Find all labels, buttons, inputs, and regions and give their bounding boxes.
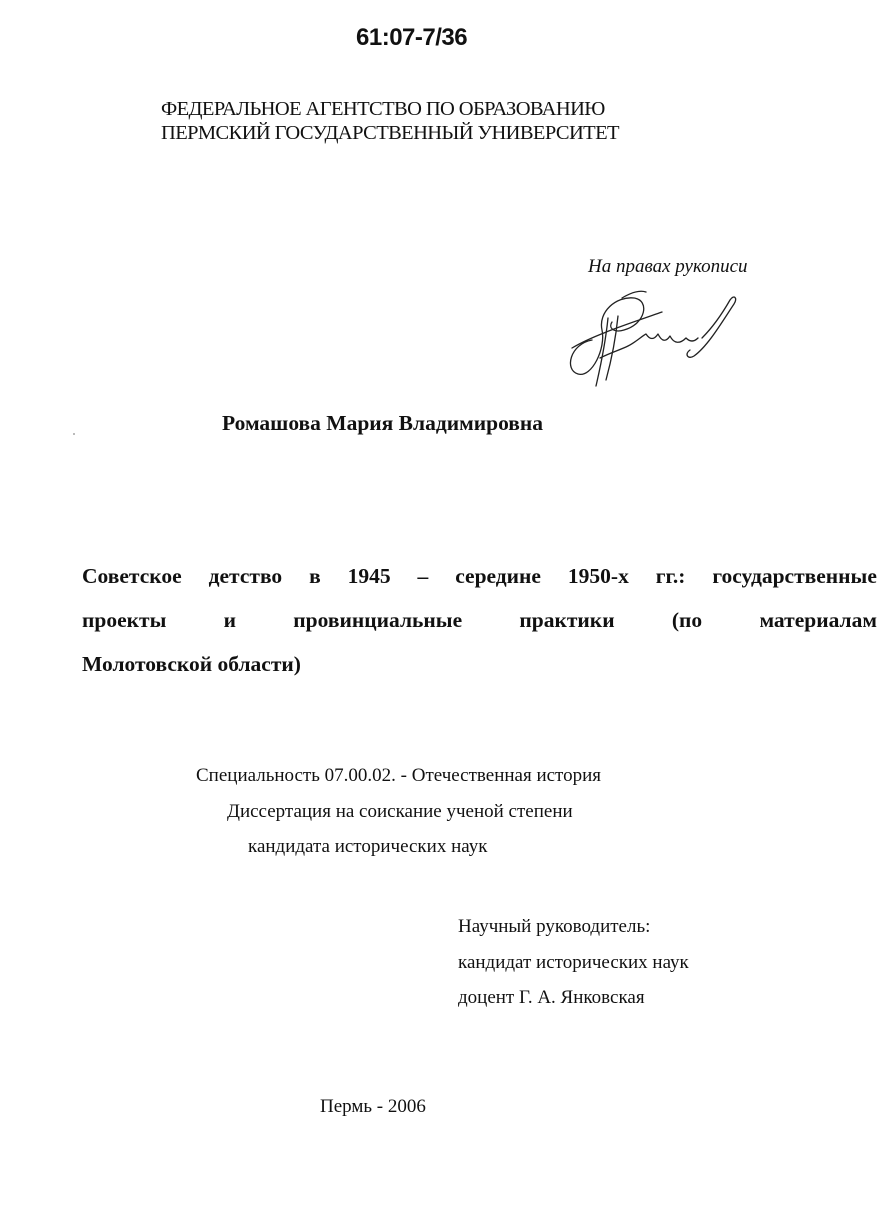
dissertation-title-line1	[82, 555, 877, 598]
title-word: проекты	[82, 608, 167, 632]
title-word: в	[309, 564, 321, 588]
author-name: Ромашова Мария Владимировна	[222, 411, 544, 435]
title-word: –	[417, 564, 429, 588]
catalog-number: 61:07-7/36	[356, 24, 468, 51]
title-word: середине	[455, 564, 541, 588]
supervisor-name: доцент Г. А. Янковская	[458, 987, 645, 1008]
city-year: Пермь - 2006	[320, 1096, 426, 1117]
title-word: (по	[671, 608, 703, 632]
scan-speck	[73, 433, 75, 435]
supervisor-label: Научный руководитель:	[458, 916, 651, 937]
title-word: провинциальные	[293, 608, 463, 632]
title-word: практики	[519, 608, 615, 632]
title-word: 1945	[347, 564, 391, 588]
supervisor-degree: кандидат исторических наук	[458, 952, 689, 973]
title-word: 1950-х	[567, 564, 629, 588]
handwritten-signature	[562, 288, 747, 396]
title-word: государственные	[712, 564, 877, 588]
dissertation-title-line3: Молотовской области)	[82, 652, 301, 676]
manuscript-rights-note: На правах рукописи	[588, 256, 748, 277]
agency-name: ФЕДЕРАЛЬНОЕ АГЕНТСТВО ПО ОБРАЗОВАНИЮ	[161, 98, 605, 120]
title-word: материалам	[759, 608, 877, 632]
degree-name-line: кандидата исторических наук	[248, 836, 488, 857]
dissertation-title-line2	[82, 599, 877, 642]
title-word: Советское	[82, 564, 182, 588]
title-word: и	[223, 608, 237, 632]
degree-purpose-line: Диссертация на соискание ученой степени	[227, 801, 573, 822]
title-word: гг.:	[655, 564, 686, 588]
university-name: ПЕРМСКИЙ ГОСУДАРСТВЕННЫЙ УНИВЕРСИТЕТ	[161, 122, 619, 144]
specialty-line: Специальность 07.00.02. - Отечественная история	[196, 765, 602, 786]
title-word: детство	[208, 564, 283, 588]
